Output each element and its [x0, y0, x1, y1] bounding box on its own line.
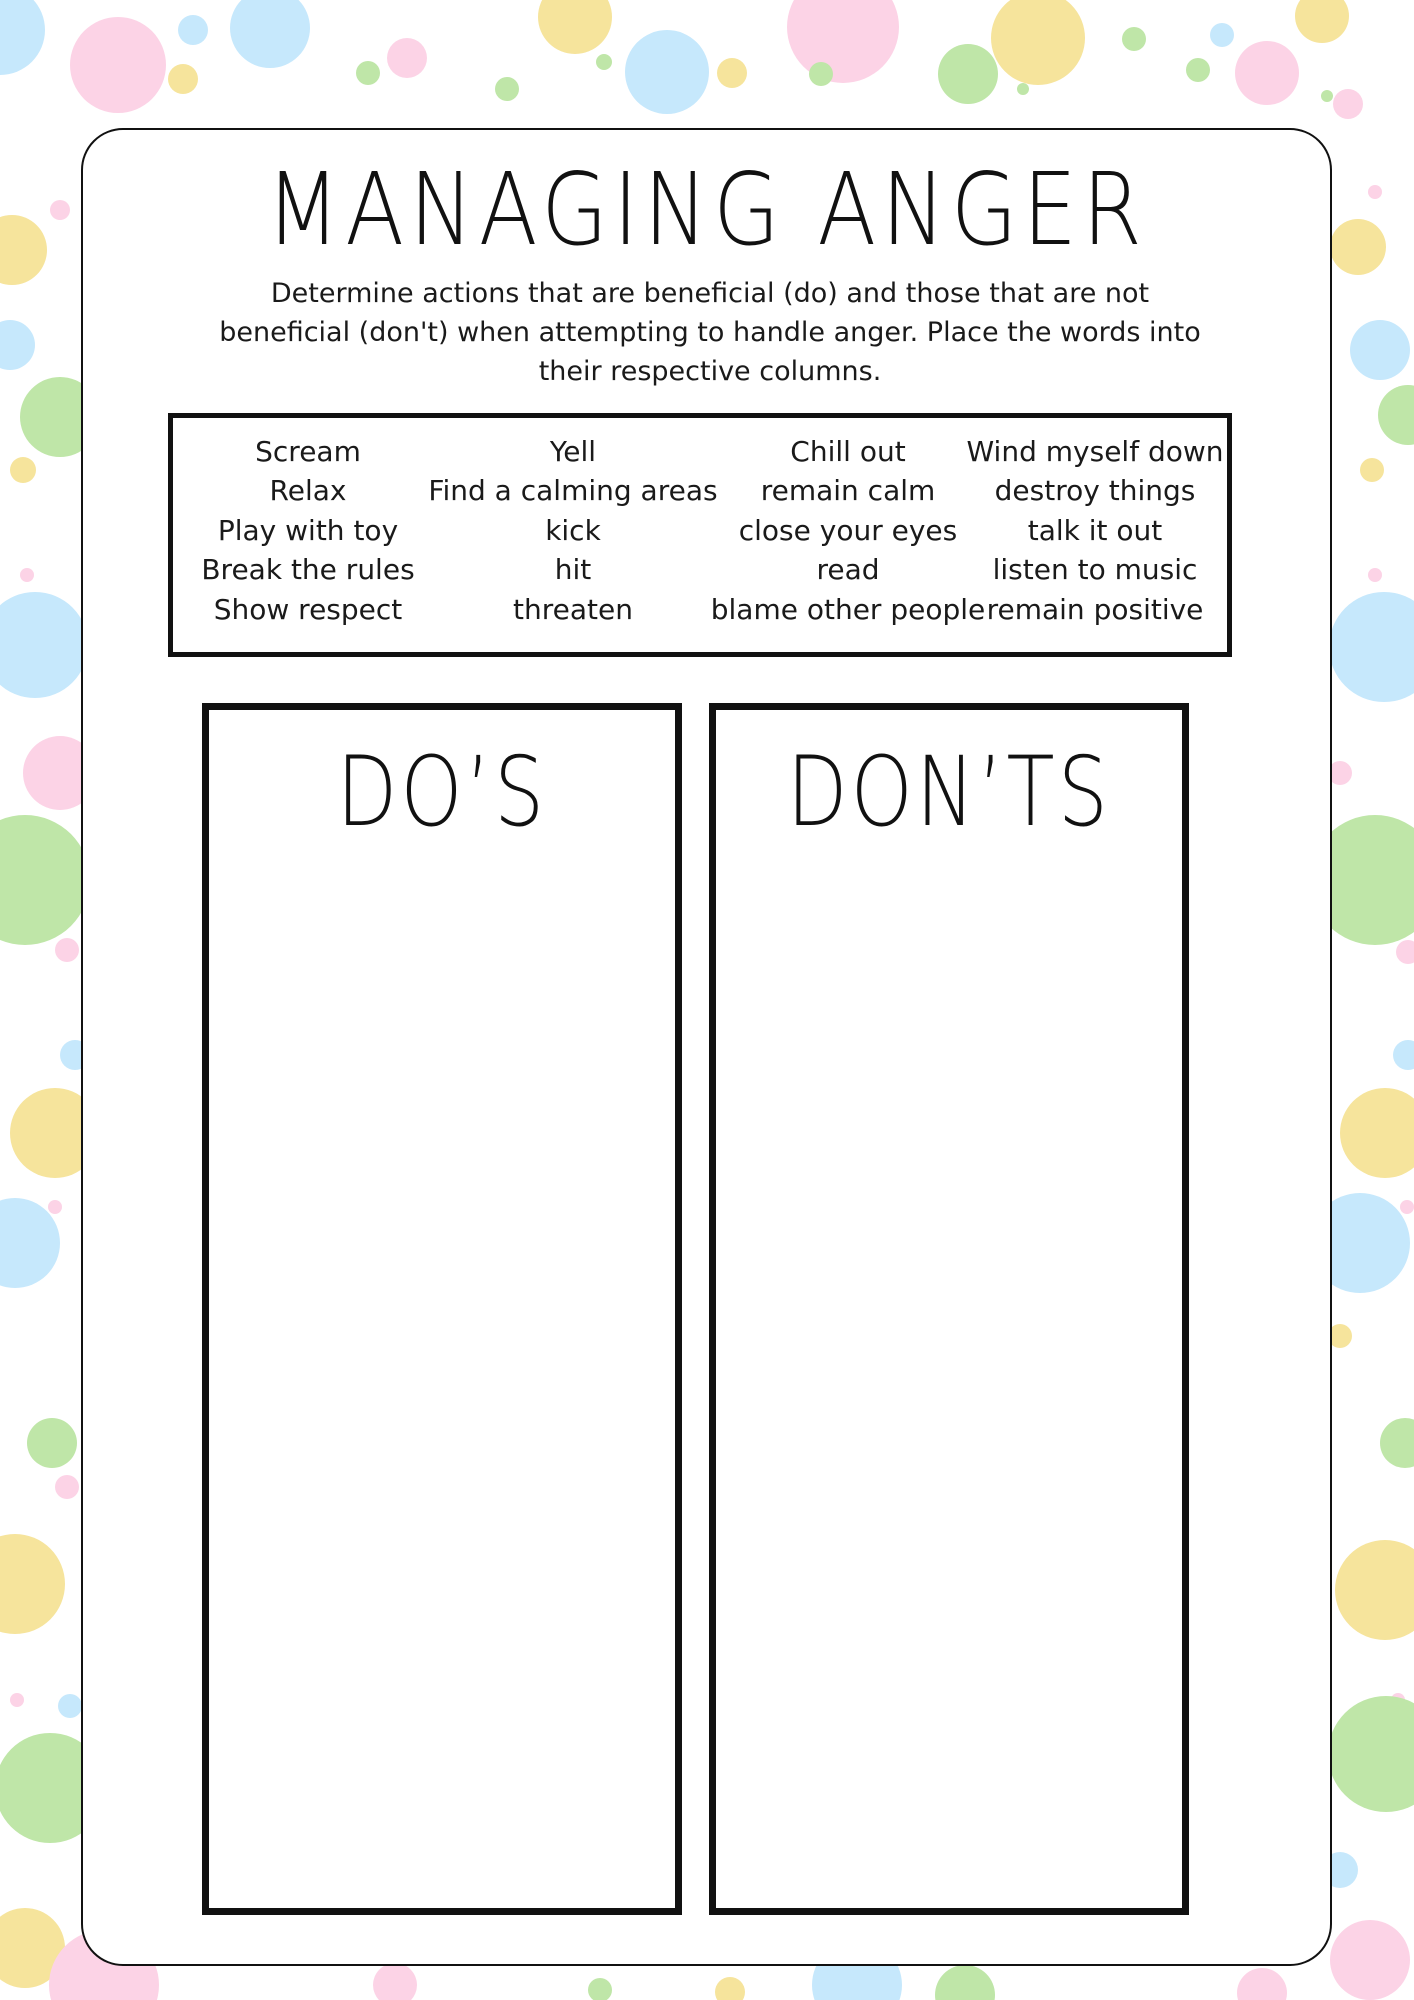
decorative-dot [1186, 58, 1210, 82]
word-bank [168, 413, 1232, 657]
dos-heading: DO’S [336, 736, 548, 848]
decorative-dot [1017, 83, 1029, 95]
decorative-dot [935, 1965, 995, 2000]
decorative-dot [1328, 1696, 1414, 1812]
word-item: Break the rules [201, 553, 415, 587]
word-item: Yell [549, 435, 597, 468]
page-title: MANAGING ANGER [265, 151, 1148, 268]
decorative-dot [991, 0, 1085, 85]
decorative-dot [0, 0, 45, 75]
decorative-dot [1235, 41, 1299, 105]
decorative-dot [1333, 89, 1363, 119]
decorative-dot [596, 54, 612, 70]
decorative-dot [1210, 23, 1234, 47]
word-item: hit [554, 553, 592, 587]
decorative-dot [10, 1693, 24, 1707]
decorative-dot [1391, 1693, 1405, 1707]
word-bank-column-4 [955, 432, 1235, 629]
decorative-dot [717, 58, 747, 88]
word-item: destroy things [994, 474, 1196, 508]
word-bank-column-2 [423, 432, 723, 629]
word-item: Scream [255, 435, 361, 468]
word-item: listen to music [992, 553, 1198, 587]
decorative-dot [1340, 1088, 1414, 1178]
decorative-dot [1393, 1040, 1414, 1070]
word-item: close your eyes [738, 513, 958, 547]
decorative-dot [48, 1200, 62, 1214]
decorative-dot [0, 1534, 65, 1634]
decorative-dot [938, 44, 998, 104]
decorative-dot [1321, 90, 1333, 102]
decorative-dot [0, 1198, 60, 1288]
word-item: remain positive [986, 592, 1204, 626]
decorative-dot [0, 815, 90, 945]
decorative-dot [1329, 592, 1414, 702]
decorative-dot [1380, 1418, 1414, 1468]
decorative-dot [495, 77, 519, 101]
decorative-dot [1378, 385, 1414, 445]
decorative-dot [10, 457, 36, 483]
instructions-text: Determine actions that are beneficial (do) and those that are not beneficial (don't) when attempting to handle anger. Place the words into their respective columns. [219, 278, 1201, 387]
word-item: kick [545, 513, 601, 547]
decorative-dot [55, 938, 79, 962]
decorative-dot [538, 0, 612, 54]
word-item: threaten [513, 592, 633, 626]
decorative-dot [0, 592, 88, 698]
decorative-dot [715, 1977, 745, 2000]
decorative-dot [20, 568, 34, 582]
decorative-dot [387, 38, 427, 78]
decorative-dot [1122, 27, 1146, 51]
word-item: Relax [269, 474, 347, 508]
decorative-dot [58, 1694, 82, 1718]
decorative-dot [625, 30, 709, 114]
word-item: Play with toy [217, 513, 399, 547]
decorative-dot [1368, 185, 1382, 199]
decorative-dot [1330, 219, 1386, 275]
word-item: remain calm [760, 474, 936, 508]
donts-column-box[interactable] [709, 703, 1189, 1915]
word-item: Find a calming areas [428, 474, 718, 508]
decorative-dot [1335, 1540, 1414, 1640]
word-item: Show respect [213, 592, 403, 626]
decorative-dot [809, 62, 833, 86]
dos-column-box[interactable] [202, 703, 682, 1915]
donts-heading: DON’TS [786, 736, 1112, 848]
decorative-dot [0, 1908, 65, 1988]
decorative-dot [373, 1963, 417, 2000]
decorative-dot [356, 61, 380, 85]
decorative-dot [0, 215, 47, 285]
decorative-dot [168, 64, 198, 94]
decorative-dot [178, 15, 208, 45]
word-item: read [816, 553, 880, 587]
decorative-dot [50, 200, 70, 220]
word-bank-column-3 [708, 432, 988, 629]
decorative-dot [1295, 0, 1349, 43]
decorative-dot [1368, 568, 1382, 582]
decorative-dot [1396, 940, 1414, 964]
decorative-dot [70, 17, 166, 113]
word-bank-column-1 [198, 432, 418, 629]
word-item: blame other people [710, 592, 986, 626]
word-item: Wind myself down [966, 435, 1224, 468]
decorative-dot [1330, 1920, 1410, 2000]
word-item: Chill out [790, 435, 906, 468]
decorative-dot [230, 0, 310, 68]
decorative-dot [1237, 1968, 1287, 2000]
decorative-dot [27, 1418, 77, 1468]
decorative-dot [787, 0, 899, 83]
decorative-dot [1360, 458, 1384, 482]
decorative-dot [1400, 1200, 1414, 1214]
decorative-dot [0, 320, 35, 370]
decorative-dot [55, 1475, 79, 1499]
decorative-dot [1350, 320, 1410, 380]
decorative-dot [588, 1978, 612, 2000]
word-item: talk it out [1027, 513, 1163, 547]
